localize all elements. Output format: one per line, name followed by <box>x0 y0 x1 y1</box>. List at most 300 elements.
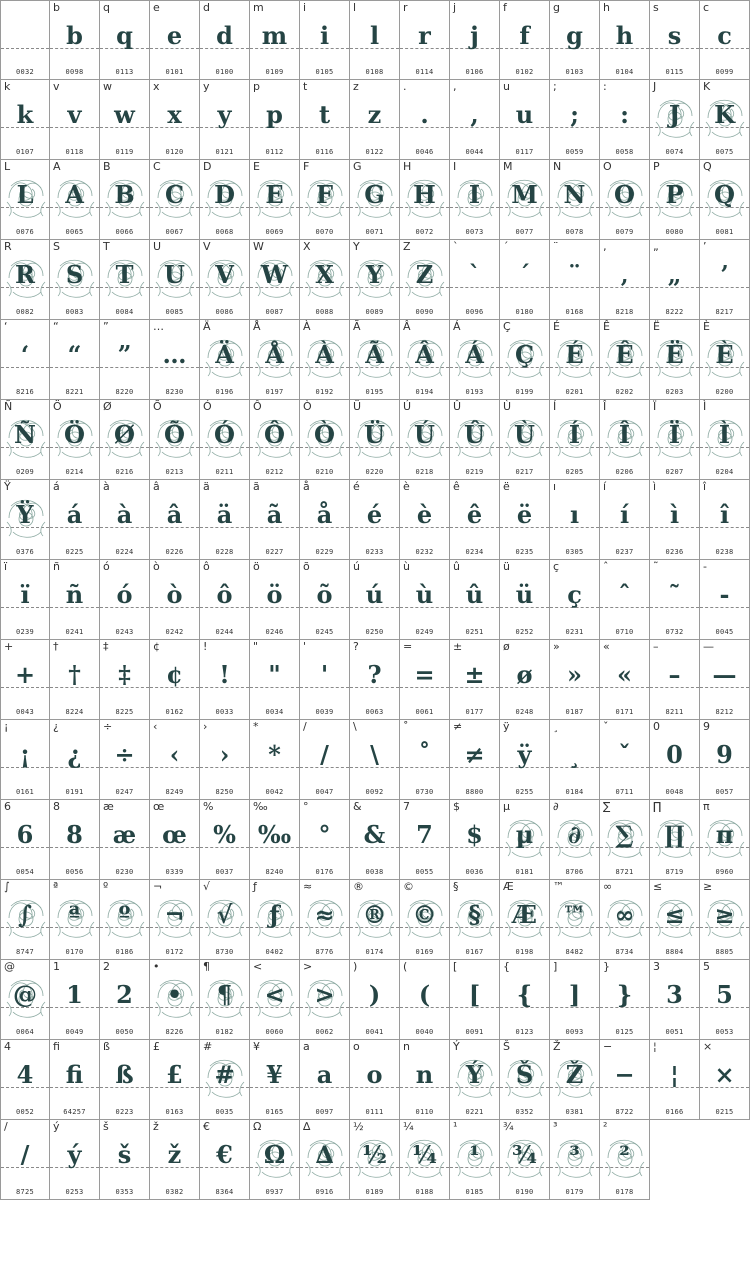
glyph-code: 0033 <box>215 708 234 716</box>
glyph-code: 0188 <box>415 1188 434 1196</box>
glyph-code: 0037 <box>215 868 234 876</box>
glyph-sample: 1 <box>66 980 83 1009</box>
glyph-code: 0169 <box>415 948 434 956</box>
glyph-code: 0732 <box>665 628 684 636</box>
cell-char-label: K <box>703 80 711 93</box>
glyph-code: 0220 <box>365 468 384 476</box>
cell-char-label: ¾ <box>503 1120 514 1133</box>
cell-char-label: π <box>703 800 710 813</box>
glyph-sample: ¨ <box>568 260 581 289</box>
glyph-sample: ‹ <box>169 740 180 769</box>
glyph-cell <box>100 720 150 800</box>
cell-char-label: ‘ <box>4 320 8 333</box>
glyph-cell <box>0 160 50 240</box>
cell-char-label: ½ <box>353 1120 364 1133</box>
glyph-code: 0247 <box>115 788 134 796</box>
cell-char-label: U <box>153 240 162 253</box>
glyph-sample: / <box>20 1140 30 1169</box>
cell-char-label: ˇ <box>603 720 609 733</box>
glyph-sample: è <box>416 500 433 529</box>
glyph-cell <box>100 640 150 720</box>
glyph-cell <box>550 480 600 560</box>
cell-char-label: ˜ <box>653 560 659 573</box>
glyph-sample: ê <box>466 500 483 529</box>
glyph-sample: Q <box>714 180 735 209</box>
glyph-sample: s <box>667 21 682 50</box>
cell-char-label: ﬁ <box>53 1040 60 1053</box>
cell-char-label: ö <box>253 560 260 573</box>
glyph-cell <box>500 480 550 560</box>
cell-char-label: b <box>53 1 60 14</box>
glyph-cell <box>0 400 50 480</box>
glyph-cell <box>600 80 650 160</box>
glyph-sample: X <box>315 260 334 289</box>
glyph-cell <box>350 800 400 880</box>
glyph-sample: Á <box>465 340 484 369</box>
glyph-code: 0227 <box>265 548 284 556</box>
glyph-cell <box>450 720 500 800</box>
cell-char-label: i <box>303 1 307 14</box>
glyph-cell <box>50 800 100 880</box>
glyph-cell <box>0 480 50 560</box>
glyph-sample: ° <box>318 820 331 849</box>
glyph-sample: ( <box>418 980 431 1009</box>
glyph-sample: ¢ <box>166 660 183 689</box>
glyph-sample: = <box>414 660 435 689</box>
glyph-sample: > <box>314 980 335 1009</box>
glyph-sample: R <box>15 260 35 289</box>
glyph-sample: b <box>66 21 83 50</box>
glyph-cell <box>0 1120 50 1200</box>
glyph-cell <box>150 240 200 320</box>
cell-char-label: É <box>553 320 560 333</box>
cell-char-label: > <box>303 960 313 973</box>
cell-char-label: ? <box>353 640 359 653</box>
glyph-cell <box>550 1120 600 1200</box>
glyph-cell <box>300 640 350 720</box>
cell-char-label: g <box>553 1 560 14</box>
glyph-cell <box>650 0 700 80</box>
cell-char-label: h <box>603 1 610 14</box>
cell-char-label: ˚ <box>403 720 409 733</box>
glyph-cell <box>400 560 450 640</box>
glyph-code: 0047 <box>315 788 334 796</box>
glyph-code: 0200 <box>715 388 734 396</box>
glyph-code: 0245 <box>315 628 334 636</box>
glyph-cell <box>300 880 350 960</box>
glyph-code: 0180 <box>515 308 534 316</box>
glyph-sample: û <box>465 580 484 609</box>
cell-char-label: @ <box>4 960 15 973</box>
glyph-code: 0040 <box>415 1028 434 1036</box>
glyph-code: 0176 <box>315 868 334 876</box>
glyph-sample: « <box>617 660 632 689</box>
glyph-sample: ﬁ <box>65 1060 84 1089</box>
cell-char-label: Ü <box>353 400 362 413</box>
glyph-cell <box>650 560 700 640</box>
glyph-code: 8222 <box>665 308 684 316</box>
glyph-code: 0191 <box>65 788 84 796</box>
cell-char-label: $ <box>453 800 460 813</box>
glyph-cell <box>200 800 250 880</box>
glyph-cell <box>650 1040 700 1120</box>
cell-char-label: = <box>403 640 413 653</box>
glyph-cell <box>550 1040 600 1120</box>
glyph-cell <box>700 880 750 960</box>
glyph-cell <box>500 320 550 400</box>
glyph-sample: ± <box>464 660 485 689</box>
cell-char-label: / <box>303 720 307 733</box>
glyph-sample: õ <box>316 580 333 609</box>
glyph-cell <box>100 800 150 880</box>
glyph-code: 0234 <box>465 548 484 556</box>
glyph-code: 0070 <box>315 228 334 236</box>
glyph-sample: ≠ <box>464 740 485 769</box>
glyph-cell <box>0 880 50 960</box>
cell-char-label: § <box>453 880 459 893</box>
glyph-sample: ƒ <box>269 900 280 929</box>
glyph-cell <box>700 1040 750 1120</box>
glyph-code: 0187 <box>565 708 584 716</box>
glyph-sample: ÿ <box>517 740 532 769</box>
glyph-cell <box>250 0 300 80</box>
cell-char-label: e <box>153 1 160 14</box>
glyph-sample: ∏ <box>664 820 685 849</box>
cell-char-label: Ã <box>353 320 361 333</box>
glyph-sample: ¡ <box>19 740 31 769</box>
glyph-code: 8800 <box>465 788 484 796</box>
glyph-sample: * <box>268 740 281 769</box>
glyph-sample: ò <box>166 580 183 609</box>
glyph-sample: Æ <box>512 900 537 929</box>
glyph-cell <box>550 880 600 960</box>
glyph-cell <box>100 960 150 1040</box>
glyph-cell <box>300 560 350 640</box>
glyph-cell <box>50 1120 100 1200</box>
glyph-sample: ) <box>368 980 381 1009</box>
cell-char-label: ] <box>553 960 558 973</box>
glyph-cell <box>300 400 350 480</box>
glyph-sample: ¦ <box>670 1060 679 1089</box>
glyph-code: 0111 <box>365 1108 384 1116</box>
glyph-code: 0086 <box>215 308 234 316</box>
cell-char-label: Ì <box>703 400 707 413</box>
glyph-cell <box>50 880 100 960</box>
cell-char-label: ‡ <box>103 640 109 653</box>
glyph-cell <box>350 240 400 320</box>
glyph-sample: ˚ <box>418 740 431 769</box>
glyph-sample: æ <box>112 820 137 849</box>
cell-char-label: Ô <box>253 400 262 413</box>
cell-char-label: Q <box>703 160 712 173</box>
glyph-sample: Ê <box>615 340 634 369</box>
glyph-code: 8216 <box>15 388 35 396</box>
glyph-sample: ∞ <box>614 900 635 929</box>
glyph-sample: r <box>418 21 431 50</box>
cell-char-label: ° <box>303 800 309 813</box>
glyph-cell <box>150 800 200 880</box>
glyph-sample: L <box>16 180 34 209</box>
glyph-code: 0204 <box>715 468 734 476</box>
cell-char-label: 6 <box>4 800 11 813</box>
glyph-sample: ž <box>167 1140 182 1169</box>
glyph-cell <box>400 1120 450 1200</box>
glyph-sample: ˆ <box>618 580 631 609</box>
cell-char-label: ` <box>453 240 459 253</box>
cell-char-label: ¢ <box>153 640 160 653</box>
glyph-cell <box>450 560 500 640</box>
glyph-cell <box>300 720 350 800</box>
glyph-sample: ø <box>516 660 533 689</box>
cell-char-label: ∑ <box>603 800 611 813</box>
glyph-cell <box>250 80 300 160</box>
cell-char-label: • <box>153 960 160 973</box>
glyph-code: 0197 <box>265 388 284 396</box>
glyph-sample: Í <box>568 420 581 449</box>
glyph-sample: ≥ <box>714 900 735 929</box>
glyph-code: 0165 <box>265 1108 284 1116</box>
glyph-code: 0231 <box>565 628 584 636</box>
glyph-sample: Ó <box>214 420 235 449</box>
glyph-sample: π <box>715 820 734 849</box>
glyph-sample: f <box>519 21 530 50</box>
cell-char-label: î <box>703 480 707 493</box>
glyph-sample: ∑ <box>615 820 634 849</box>
glyph-cell <box>700 560 750 640</box>
glyph-sample: c <box>717 21 732 50</box>
cell-char-label: ¬ <box>153 880 163 893</box>
cell-char-label: Ø <box>103 400 112 413</box>
glyph-cell <box>150 1040 200 1120</box>
cell-char-label: ¦ <box>653 1040 657 1053</box>
baseline-guide <box>1 48 49 49</box>
glyph-cell <box>600 640 650 720</box>
glyph-code: 0101 <box>165 68 184 76</box>
glyph-code: 0103 <box>565 68 584 76</box>
cell-char-label: D <box>203 160 212 173</box>
glyph-sample: ç <box>567 580 582 609</box>
glyph-code: 8804 <box>665 948 684 956</box>
glyph-sample: µ <box>515 820 534 849</box>
cell-char-label: , <box>453 80 457 93</box>
cell-char-label: ƒ <box>253 880 257 893</box>
glyph-cell <box>650 960 700 1040</box>
cell-char-label: Ñ <box>4 400 13 413</box>
glyph-sample: ä <box>216 500 233 529</box>
glyph-code: 0119 <box>115 148 134 156</box>
cell-char-label: + <box>4 640 14 653</box>
cell-char-label: G <box>353 160 362 173</box>
glyph-code: 0213 <box>165 468 184 476</box>
glyph-code: 0055 <box>415 868 434 876</box>
glyph-sample: $ <box>466 820 483 849</box>
glyph-sample: x <box>167 100 182 129</box>
cell-char-label: « <box>603 640 610 653</box>
cell-char-label: ! <box>203 640 208 653</box>
glyph-code: 0110 <box>415 1108 434 1116</box>
glyph-cell <box>200 640 250 720</box>
glyph-sample: G <box>364 180 385 209</box>
glyph-code: 0225 <box>65 548 84 556</box>
glyph-cell <box>700 160 750 240</box>
glyph-sample: ‡ <box>118 660 131 689</box>
glyph-code: 0080 <box>665 228 684 236</box>
glyph-cell <box>500 560 550 640</box>
glyph-cell <box>450 80 500 160</box>
glyph-sample: ù <box>415 580 434 609</box>
glyph-sample: … <box>162 340 187 369</box>
glyph-code: 0249 <box>415 628 434 636</box>
glyph-code: 0238 <box>715 548 734 556</box>
glyph-sample: ? <box>367 660 382 689</box>
glyph-sample: F <box>315 180 334 209</box>
cell-char-label: ≠ <box>453 720 463 733</box>
glyph-cell <box>500 240 550 320</box>
cell-char-label: M <box>503 160 513 173</box>
glyph-cell <box>700 320 750 400</box>
glyph-sample: à <box>116 500 133 529</box>
glyph-sample: w <box>114 100 135 129</box>
glyph-code: 0172 <box>165 948 184 956</box>
glyph-cell <box>300 80 350 160</box>
glyph-sample: £ <box>166 1060 183 1089</box>
cell-char-label: Ç <box>503 320 511 333</box>
glyph-code: 0212 <box>265 468 284 476</box>
glyph-sample: Š <box>515 1060 534 1089</box>
glyph-sample: — <box>712 660 737 689</box>
cell-char-label: ¼ <box>403 1120 414 1133</box>
glyph-code: 0352 <box>515 1108 534 1116</box>
glyph-cell <box>250 400 300 480</box>
cell-char-label: ∞ <box>603 880 613 893</box>
glyph-sample: • <box>166 980 183 1009</box>
glyph-cell <box>250 1040 300 1120</box>
glyph-code: 0167 <box>465 948 484 956</box>
cell-char-label: t <box>303 80 308 93</box>
glyph-cell <box>650 240 700 320</box>
glyph-cell <box>400 240 450 320</box>
glyph-code: 0305 <box>565 548 584 556</box>
glyph-code: 0170 <box>65 948 84 956</box>
glyph-sample: Ã <box>365 340 384 369</box>
glyph-code: 0120 <box>165 148 184 156</box>
glyph-code: 0114 <box>415 68 434 76</box>
glyph-sample: { <box>516 980 533 1009</box>
glyph-cell <box>300 480 350 560</box>
glyph-code: 0215 <box>715 1108 734 1116</box>
glyph-cell <box>400 800 450 880</box>
glyph-sample: É <box>565 340 584 369</box>
glyph-cell <box>50 320 100 400</box>
cell-char-label: ³ <box>553 1120 558 1133</box>
glyph-code: 0081 <box>715 228 734 236</box>
glyph-sample: A <box>65 180 84 209</box>
glyph-sample: Ü <box>364 420 385 449</box>
cell-char-label: „ <box>653 240 659 253</box>
glyph-code: 0099 <box>715 68 734 76</box>
glyph-cell <box>0 800 50 880</box>
cell-char-label: ¡ <box>4 720 9 733</box>
cell-char-label: ¸ <box>553 720 559 733</box>
glyph-cell <box>250 560 300 640</box>
glyph-cell <box>650 320 700 400</box>
cell-char-label: ó <box>103 560 110 573</box>
glyph-code: 0125 <box>615 1028 634 1036</box>
glyph-cell <box>200 80 250 160</box>
cell-char-label: í <box>603 480 607 493</box>
cell-char-label: 2 <box>103 960 110 973</box>
cell-char-label: Ä <box>203 320 211 333</box>
glyph-sample: v <box>67 100 82 129</box>
glyph-sample: Ñ <box>14 420 36 449</box>
glyph-sample: ! <box>219 660 230 689</box>
glyph-code: 0193 <box>465 388 484 396</box>
cell-char-label: 5 <box>703 960 710 973</box>
glyph-cell <box>550 560 600 640</box>
glyph-sample: ñ <box>65 580 84 609</box>
glyph-sample: š <box>117 1140 132 1169</box>
cell-char-label: } <box>603 960 610 973</box>
glyph-sample: , <box>470 100 479 129</box>
cell-char-label: ê <box>453 480 460 493</box>
cell-char-label: y <box>203 80 210 93</box>
glyph-sample: } <box>616 980 633 1009</box>
glyph-code: 0116 <box>315 148 334 156</box>
glyph-sample: V <box>215 260 234 289</box>
cell-char-label: % <box>203 800 214 813</box>
glyph-code: 0115 <box>665 68 684 76</box>
cell-char-label: Â <box>403 320 411 333</box>
glyph-cell <box>100 80 150 160</box>
cell-char-label: 3 <box>653 960 660 973</box>
glyph-code: 0207 <box>665 468 684 476</box>
glyph-sample: Ω <box>263 1140 286 1169</box>
glyph-code: 0112 <box>265 148 284 156</box>
glyph-sample: y <box>217 100 232 129</box>
glyph-sample: ≈ <box>314 900 335 929</box>
cell-char-label: µ <box>503 800 510 813</box>
glyph-cell <box>0 560 50 640</box>
glyph-code: 0093 <box>565 1028 584 1036</box>
glyph-cell <box>500 800 550 880</box>
glyph-code: 0050 <box>115 1028 134 1036</box>
glyph-cell <box>450 0 500 80</box>
glyph-code: 0057 <box>715 788 734 796</box>
glyph-cell <box>150 0 200 80</box>
glyph-cell <box>300 1040 350 1120</box>
cell-char-label: 0 <box>653 720 660 733</box>
cell-char-label: A <box>53 160 61 173</box>
glyph-code: 0179 <box>565 1188 584 1196</box>
cell-char-label: < <box>253 960 263 973</box>
cell-char-label: R <box>4 240 12 253</box>
glyph-sample: ` <box>468 260 481 289</box>
cell-char-label: © <box>403 880 414 893</box>
cell-char-label: ; <box>553 80 557 93</box>
cell-char-label: F <box>303 160 310 173</box>
glyph-cell <box>650 480 700 560</box>
glyph-sample: ú <box>365 580 384 609</box>
glyph-cell <box>700 720 750 800</box>
glyph-cell <box>400 80 450 160</box>
glyph-sample: 0 <box>666 740 683 769</box>
glyph-cell <box>150 160 200 240</box>
cell-char-label: ¿ <box>53 720 59 733</box>
glyph-code: 0916 <box>315 1188 334 1196</box>
glyph-sample: ì <box>669 500 680 529</box>
glyph-sample: E <box>265 180 284 209</box>
cell-char-label: ù <box>403 560 410 573</box>
